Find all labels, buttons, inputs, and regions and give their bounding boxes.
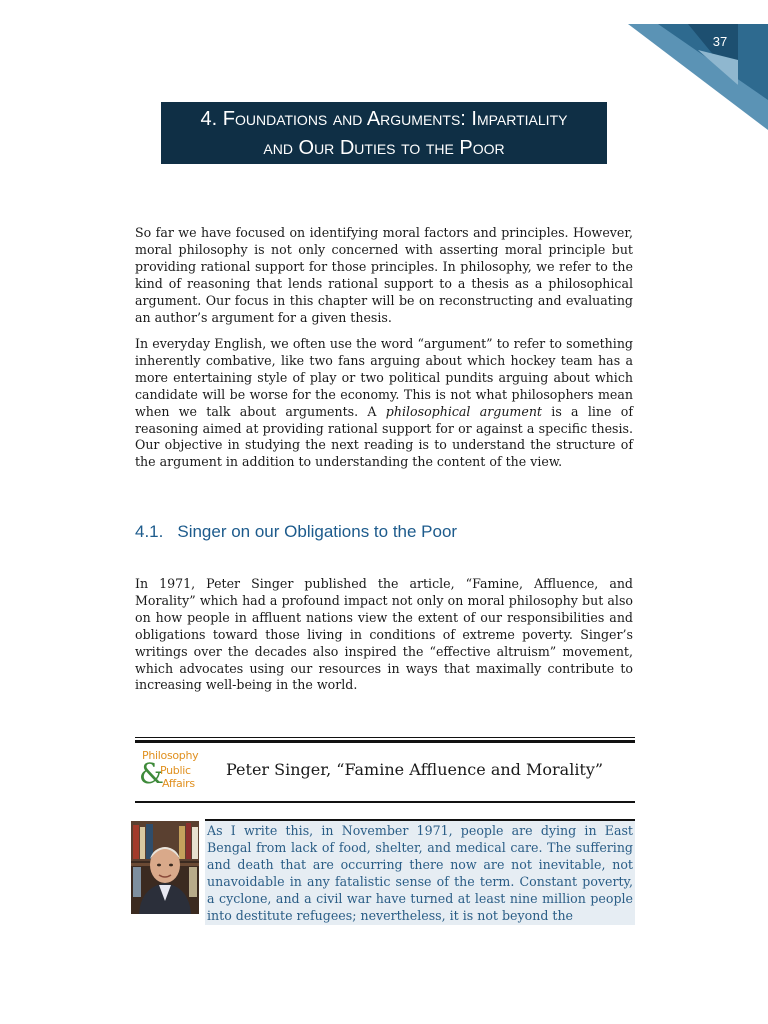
chapter-title-line1: 4. Foundations and Arguments: Impartiality bbox=[200, 108, 568, 130]
journal-logo bbox=[138, 748, 206, 796]
intro-paragraph-2-text-a: In everyday English, we often use the word “argument” to refer to something inherently combative, like two fans arguing about which hockey team has a more entertaining style of play or two political pundits arguing about which candidate will be worse for the economy. This is not what philosophers mean when we talk about arguments. A bbox=[135, 336, 633, 419]
page-number: 37 bbox=[712, 34, 728, 49]
divider-top-thin bbox=[135, 737, 635, 738]
section-heading bbox=[135, 522, 457, 542]
reading-excerpt bbox=[205, 819, 635, 925]
section-title: Singer on our Obligations to the Poor bbox=[177, 522, 458, 541]
chapter-title-line2: and Our Duties to the Poor bbox=[263, 137, 505, 159]
section-paragraph: In 1971, Peter Singer published the article, “Famine, Affluence, and Morality” which had a profound impact not only on moral philosophy but also on how people in affluent nations view the extent of our responsibilities and obligations toward those living in conditions of extreme poverty. Singer’s writings over the decades also inspired the “effective altruism” movement, which advocates using our resources in ways that maximally contribute to increasing well-being in the world. bbox=[135, 576, 633, 693]
logo-word-affairs: Affairs bbox=[162, 777, 195, 790]
logo-word-public: Public bbox=[160, 764, 191, 777]
divider-top-thick bbox=[135, 740, 635, 743]
logo-ampersand: & bbox=[139, 757, 164, 790]
corner-decoration bbox=[598, 0, 768, 130]
section-number: 4.1. bbox=[135, 522, 164, 541]
divider-middle bbox=[135, 801, 635, 803]
intro-paragraph-2 bbox=[135, 336, 633, 471]
chapter-title bbox=[161, 102, 607, 164]
logo-word-philosophy: Philosophy bbox=[142, 749, 199, 762]
term-philosophical-argument: philosophical argument bbox=[385, 403, 542, 419]
intro-paragraph-2-text-b: is a line of reasoning aimed at providing rational support for or against a specific thesis. Our objective in studying the next reading is to understand the structure of the argument in addition to understanding the content of the view. bbox=[135, 403, 634, 470]
reading-citation: Peter Singer, “Famine Affluence and Morality” bbox=[226, 760, 604, 779]
reading-excerpt-text: As I write this, in November 1971, people are dying in East Bengal from lack of food, shelter, and medical care. The suffering and death that are occurring there now are not inevitable, not unavoidable in any fatalistic sense of the term. Constant poverty, a cyclone, and a civil war have turned at least nine million people into destitute refugees; nevertheless, it is not beyond the bbox=[207, 823, 633, 923]
author-photo bbox=[131, 821, 199, 914]
intro-paragraph-1: So far we have focused on identifying moral factors and principles. However, moral philosophy is not only concerned with asserting moral principle but providing rational support for those principles. In philosophy, we refer to the kind of reasoning that lends rational support to a thesis as a philosophical argument. Our focus in this chapter will be on reconstructing and evaluating an author’s argument for a given thesis. bbox=[135, 225, 633, 325]
